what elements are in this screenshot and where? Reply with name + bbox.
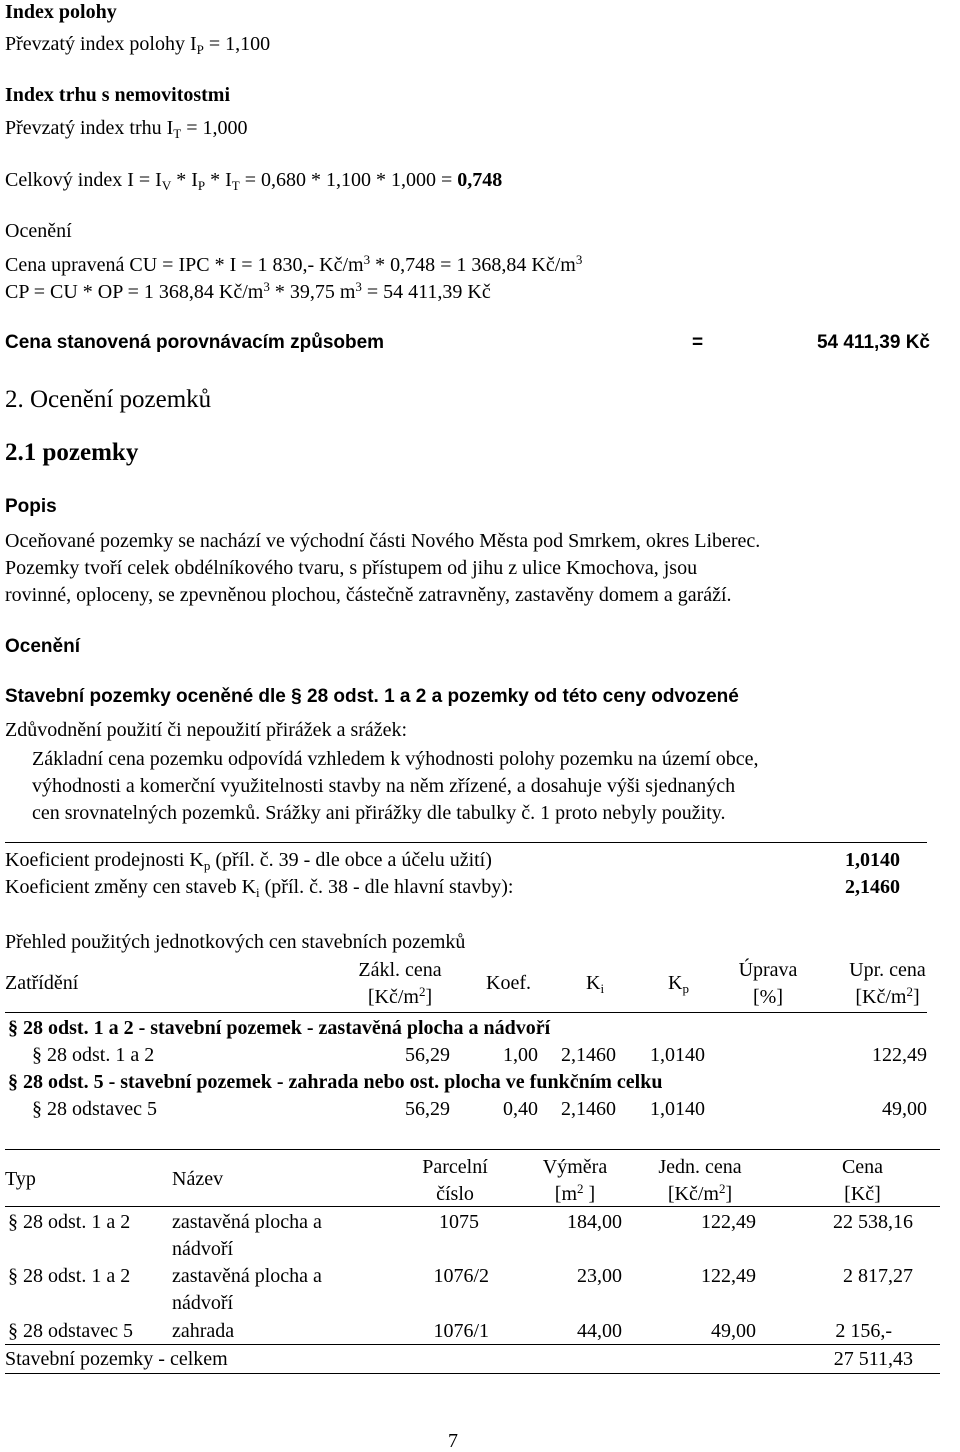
pozemky-row-2-jedn: 122,49 bbox=[701, 1265, 756, 1287]
stavebni-pozemky-heading: Stavební pozemky oceněné dle § 28 odst. 1 a 2 a pozemky od této ceny odvozené bbox=[5, 686, 739, 707]
prehled-group-2-ki: 2,1460 bbox=[561, 1098, 616, 1120]
page-number: 7 bbox=[448, 1430, 458, 1452]
prehled-group-2-row: § 28 odstavec 5 bbox=[32, 1098, 157, 1120]
popis-line-1: Oceňované pozemky se nachází ve východní části Nového Města pod Smrkem, okres Liberec. bbox=[5, 530, 761, 552]
prehled-group-2-upr: 49,00 bbox=[882, 1098, 927, 1120]
pozemky-col-parc-1: Parcelní bbox=[422, 1156, 488, 1178]
popis-line-3: rovinné, oploceny, se zpevněnou plochou, částečně zatravněny, zastavěny domem a garáží. bbox=[5, 584, 732, 606]
cena-upravena-line: Cena upravená CU = IPC * I = 1 830,- $Kč/m^3 * 0,748 = 1$ 368,84 $Kč/m^3$ bbox=[5, 252, 583, 276]
index-polohy-line: Převzatý index polohy $I_P = 1,100$ bbox=[5, 33, 271, 57]
prehled-group-1-title: § 28 odst. 1 a 2 - stavební pozemek - zastavěná plocha a nádvoří bbox=[8, 1017, 551, 1039]
pozemky-col-parc-2: číslo bbox=[436, 1183, 474, 1205]
koeficient-zmeny-value: 2,1460 bbox=[845, 876, 900, 898]
prehled-col-uprava-2: [%] bbox=[753, 986, 783, 1008]
pozemky-row-3-cena: 2 156,- bbox=[835, 1320, 892, 1342]
prehled-group-1-kp: 1,0140 bbox=[650, 1044, 705, 1066]
prehled-group-1-ki: 2,1460 bbox=[561, 1044, 616, 1066]
section-2-1-title: 2.1 pozemky bbox=[5, 439, 139, 466]
pozemky-row-1-parc: 1075 bbox=[439, 1211, 479, 1233]
oceneni-2-heading: Ocenění bbox=[5, 636, 80, 657]
prehled-col-zakl-2: $[Kč/m^2]$ bbox=[367, 984, 433, 1008]
pozemky-row-2-nazev-2: nádvoří bbox=[172, 1292, 234, 1314]
pozemky-row-1-jedn: 122,49 bbox=[701, 1211, 756, 1233]
pozemky-row-1-cena: 22 538,16 bbox=[833, 1211, 913, 1233]
pozemky-row-2-typ: § 28 odst. 1 a 2 bbox=[8, 1265, 131, 1287]
pozemky-col-cena-1: Cena bbox=[841, 1156, 884, 1178]
pozemky-row-1-nazev-1: zastavěná plocha a bbox=[172, 1211, 322, 1233]
pozemky-col-nazev: Název bbox=[172, 1168, 224, 1190]
zduvodneni-line-3: cen srovnatelných pozemků. Srážky ani přirážky dle tabulky č. 1 proto nebyly použity. bbox=[32, 802, 726, 824]
prehled-col-zakl-1: Zákl. cena bbox=[358, 959, 442, 981]
pozemky-row-3-vym: 44,00 bbox=[577, 1320, 622, 1342]
zduvodneni-line-1: Základní cena pozemku odpovídá vzhledem k výhodnosti polohy pozemku na území obce, bbox=[32, 748, 759, 770]
cena-stanovena-label: Cena stanovená porovnávacím způsobem bbox=[5, 332, 385, 353]
index-trhu-heading: Index trhu s nemovitostmi bbox=[5, 84, 231, 106]
zduvodneni-line-2: výhodnosti a komerční využitelnosti stavby na něm zřízené, a dosahuje výši sjednaných bbox=[32, 775, 736, 797]
prehled-group-2-title: § 28 odst. 5 - stavební pozemek - zahrada nebo ost. plocha ve funkčním celku bbox=[8, 1071, 663, 1093]
index-polohy-heading: Index polohy bbox=[5, 1, 117, 23]
pozemky-row-1-vym: 184,00 bbox=[567, 1211, 622, 1233]
pozemky-top-rule bbox=[5, 1149, 940, 1150]
prehled-col-uprava-1: Úprava bbox=[738, 959, 798, 981]
pozemky-row-3-parc: 1076/1 bbox=[433, 1320, 489, 1342]
pozemky-total-rule bbox=[5, 1344, 940, 1345]
pozemky-row-1-typ: § 28 odst. 1 a 2 bbox=[8, 1211, 131, 1233]
cena-stanovena-eq: = bbox=[692, 332, 704, 353]
prehled-title: Přehled použitých jednotkových cen stavebních pozemků bbox=[5, 931, 466, 953]
pozemky-total-value: 27 511,43 bbox=[833, 1348, 913, 1370]
koeficienty-top-rule bbox=[5, 842, 927, 843]
pozemky-bottom-rule bbox=[5, 1373, 940, 1374]
prehled-group-1-row: § 28 odst. 1 a 2 bbox=[32, 1044, 155, 1066]
prehled-group-2-kp: 1,0140 bbox=[650, 1098, 705, 1120]
zduvodneni-heading: Zdůvodnění použití či nepoužití přirážek a srážek: bbox=[5, 719, 408, 741]
prehled-group-1-koef: 1,00 bbox=[503, 1044, 538, 1066]
prehled-col-ki: $K_i$ bbox=[586, 972, 605, 996]
koeficient-zmeny-label: Koeficient změny cen staveb $K_i$ (příl. č. 38 - dle hlavní stavby): bbox=[5, 876, 514, 900]
pozemky-row-2-cena: 2 817,27 bbox=[843, 1265, 913, 1287]
prehled-col-upr-2: $[Kč/m^2]$ bbox=[855, 984, 920, 1008]
prehled-col-koef: Koef. bbox=[486, 972, 531, 994]
prehled-group-2-zakl: 56,29 bbox=[405, 1098, 450, 1120]
popis-heading: Popis bbox=[5, 496, 57, 517]
pozemky-row-3-nazev-1: zahrada bbox=[172, 1320, 235, 1342]
pozemky-row-3-jedn: 49,00 bbox=[711, 1320, 756, 1342]
pozemky-col-cena-2: [Kč] bbox=[844, 1183, 881, 1205]
cp-line: CP = CU * OP = 1 368,84 $Kč/m^3 * 39,75$ $m^3 = 54$ 411,39 Kč bbox=[5, 279, 491, 303]
section-2-title: 2. Ocenění pozemků bbox=[5, 386, 212, 413]
prehled-group-2-koef: 0,40 bbox=[503, 1098, 538, 1120]
pozemky-col-jedn-2: $[Kč/m^2]$ bbox=[667, 1181, 733, 1205]
oceneni-heading: Ocenění bbox=[5, 220, 72, 242]
pozemky-row-2-nazev-1: zastavěná plocha a bbox=[172, 1265, 322, 1287]
koeficient-prodejnosti-label: Koeficient prodejnosti $K_p$ (příl. č. 39 - dle obce a účelu užití) bbox=[5, 849, 492, 873]
pozemky-row-2-vym: 23,00 bbox=[577, 1265, 622, 1287]
prehled-col-upr-1: Upr. cena bbox=[849, 959, 926, 981]
koeficient-prodejnosti-value: 1,0140 bbox=[845, 849, 900, 871]
prehled-group-1-zakl: 56,29 bbox=[405, 1044, 450, 1066]
pozemky-col-jedn-1: Jedn. cena bbox=[658, 1156, 742, 1178]
popis-line-2: Pozemky tvoří celek obdélníkového tvaru, s přístupem od jihu z ulice Kmochova, jsou bbox=[5, 557, 698, 579]
index-trhu-line: Převzatý index trhu $I_T = 1,000$ bbox=[5, 117, 248, 141]
pozemky-row-1-nazev-2: nádvoří bbox=[172, 1238, 234, 1260]
prehled-col-kp: $K_p$ bbox=[668, 972, 689, 996]
pozemky-header-rule bbox=[5, 1206, 940, 1207]
prehled-header-rule bbox=[5, 1012, 927, 1013]
prehled-group-1-upr: 122,49 bbox=[872, 1044, 927, 1066]
pozemky-col-vym-2: [$m^2$ ] bbox=[554, 1181, 596, 1205]
pozemky-col-typ: Typ bbox=[5, 1168, 36, 1190]
pozemky-row-2-parc: 1076/2 bbox=[433, 1265, 489, 1287]
celkovy-index-line: Celkový index $I = I_V * I_P * I_T = 0,680 * 1,100 * 1,000 = 0,748$ bbox=[5, 169, 503, 193]
pozemky-col-vym-1: Výměra bbox=[542, 1156, 608, 1178]
prehled-col-zatrideni: Zatřídění bbox=[5, 972, 79, 994]
pozemky-row-3-typ: § 28 odstavec 5 bbox=[8, 1320, 133, 1342]
pozemky-total-label: Stavební pozemky - celkem bbox=[5, 1348, 228, 1370]
cena-stanovena-value: 54 411,39 Kč bbox=[816, 332, 930, 353]
